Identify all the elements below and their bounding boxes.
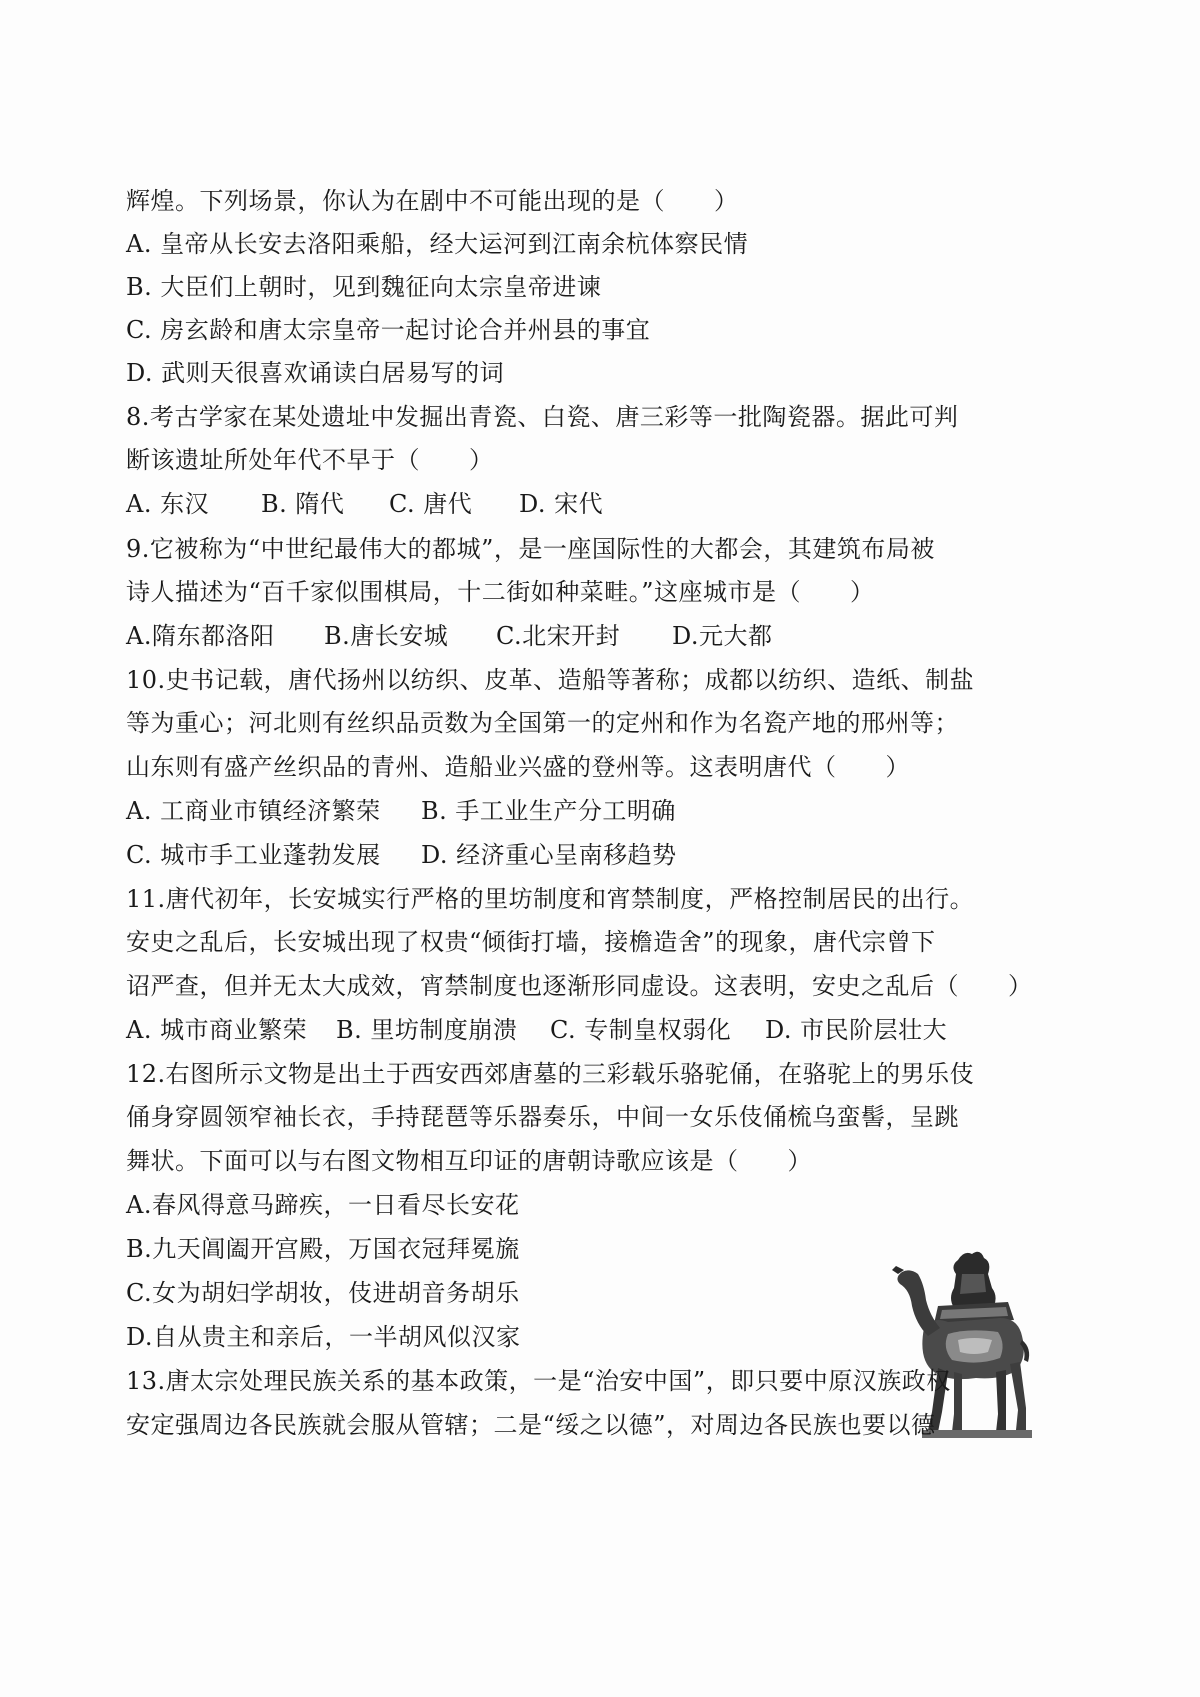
q10-options-row-1 [126,796,676,826]
q10-stem-line-1: 10.史书记载，唐代扬州以纺织、皮革、造船等著称；成都以纺织、造纸、制盐 [126,666,975,694]
q11-option-c: C. 专制皇权弱化 [550,1016,732,1044]
q12-option-a: A.春风得意马蹄疾，一日看尽长安花 [126,1191,520,1219]
q11-option-d: D. 市民阶层壮大 [765,1016,948,1044]
q9-option-a: A.隋东都洛阳 [126,622,275,650]
q10-option-d: D. 经济重心呈南移趋势 [421,841,677,869]
q9-stem-line-2: 诗人描述为“百千家似围棋局，十二街如种菜畦。”这座城市是（ ） [126,578,875,606]
q11-option-b: B. 里坊制度崩溃 [336,1016,518,1044]
q11-stem-line-3: 诏严查，但并无太大成效，宵禁制度也逐渐形同虚设。这表明，安史之乱后（ ） [126,972,1033,1000]
q11-option-a: A. 城市商业繁荣 [126,1016,308,1044]
q12-option-d: D.自从贵主和亲后，一半胡风似汉家 [126,1323,521,1351]
q7-stem: 辉煌。下列场景，你认为在剧中不可能出现的是（ ） [126,187,739,215]
q12-stem-line-3: 舞状。下面可以与右图文物相互印证的唐朝诗歌应该是（ ） [126,1147,812,1175]
q13-stem-line-1: 13.唐太宗处理民族关系的基本政策，一是“治安中国”，即只要中原汉族政权 [126,1367,951,1395]
q9-stem-line-1: 9.它被称为“中世纪最伟大的都城”，是一座国际性的大都会，其建筑布局被 [126,535,935,563]
q10-option-c: C. 城市手工业蓬勃发展 [126,841,381,869]
q12-stem-line-1: 12.右图所示文物是出土于西安西郊唐墓的三彩载乐骆驼俑，在骆驼上的男乐伎 [126,1060,975,1088]
q12-option-c: C.女为胡妇学胡妆，伎进胡音务胡乐 [126,1279,520,1307]
q9-options [126,621,773,651]
q10-option-b: B. 手工业生产分工明确 [421,797,676,825]
q8-option-d: D. 宋代 [519,490,604,518]
q10-stem-line-2: 等为重心；河北则有丝织品贡数为全国第一的定州和作为名瓷产地的邢州等； [126,709,959,737]
q9-option-d: D.元大都 [672,622,773,650]
q7-option-d: D. 武则天很喜欢诵读白居易写的词 [126,359,505,387]
q11-stem-line-2: 安史之乱后，长安城出现了权贵“倾街打墙，接檐造舍”的现象，唐代宗曾下 [126,928,936,956]
q13-stem-line-2: 安定强周边各民族就会服从管辖；二是“绥之以德”，对周边各民族也要以德 [126,1411,936,1439]
q10-stem-line-3: 山东则有盛产丝织品的青州、造船业兴盛的登州等。这表明唐代（ ） [126,753,910,781]
q9-option-c: C.北宋开封 [496,622,621,650]
q8-options [126,489,603,519]
q8-option-b: B. 隋代 [261,490,345,518]
q8-stem-line-2: 断该遗址所处年代不早于（ ） [126,446,494,474]
q11-options [126,1015,947,1045]
q7-option-c: C. 房玄龄和唐太宗皇帝一起讨论合并州县的事宜 [126,316,651,344]
q8-option-c: C. 唐代 [389,490,473,518]
q8-stem-line-1: 8.考古学家在某处遗址中发掘出青瓷、白瓷、唐三彩等一批陶瓷器。据此可判 [126,403,959,431]
q7-option-a: A. 皇帝从长安去洛阳乘船，经大运河到江南余杭体察民情 [126,230,749,258]
q8-option-a: A. 东汉 [126,490,210,518]
q7-option-b: B. 大臣们上朝时，见到魏征向太宗皇帝进谏 [126,273,602,301]
q9-option-b: B.唐长安城 [324,622,449,650]
q12-option-b: B.九天阊阖开宫殿，万国衣冠拜冕旒 [126,1235,520,1263]
q10-options-row-2 [126,840,677,870]
q11-stem-line-1: 11.唐代初年，长安城实行严格的里坊制度和宵禁制度，严格控制居民的出行。 [126,885,975,913]
q10-option-a: A. 工商业市镇经济繁荣 [126,797,381,825]
q12-stem-line-2: 俑身穿圆领窄袖长衣，手持琵琶等乐器奏乐，中间一女乐伎俑梳乌蛮髻，呈跳 [126,1103,959,1131]
